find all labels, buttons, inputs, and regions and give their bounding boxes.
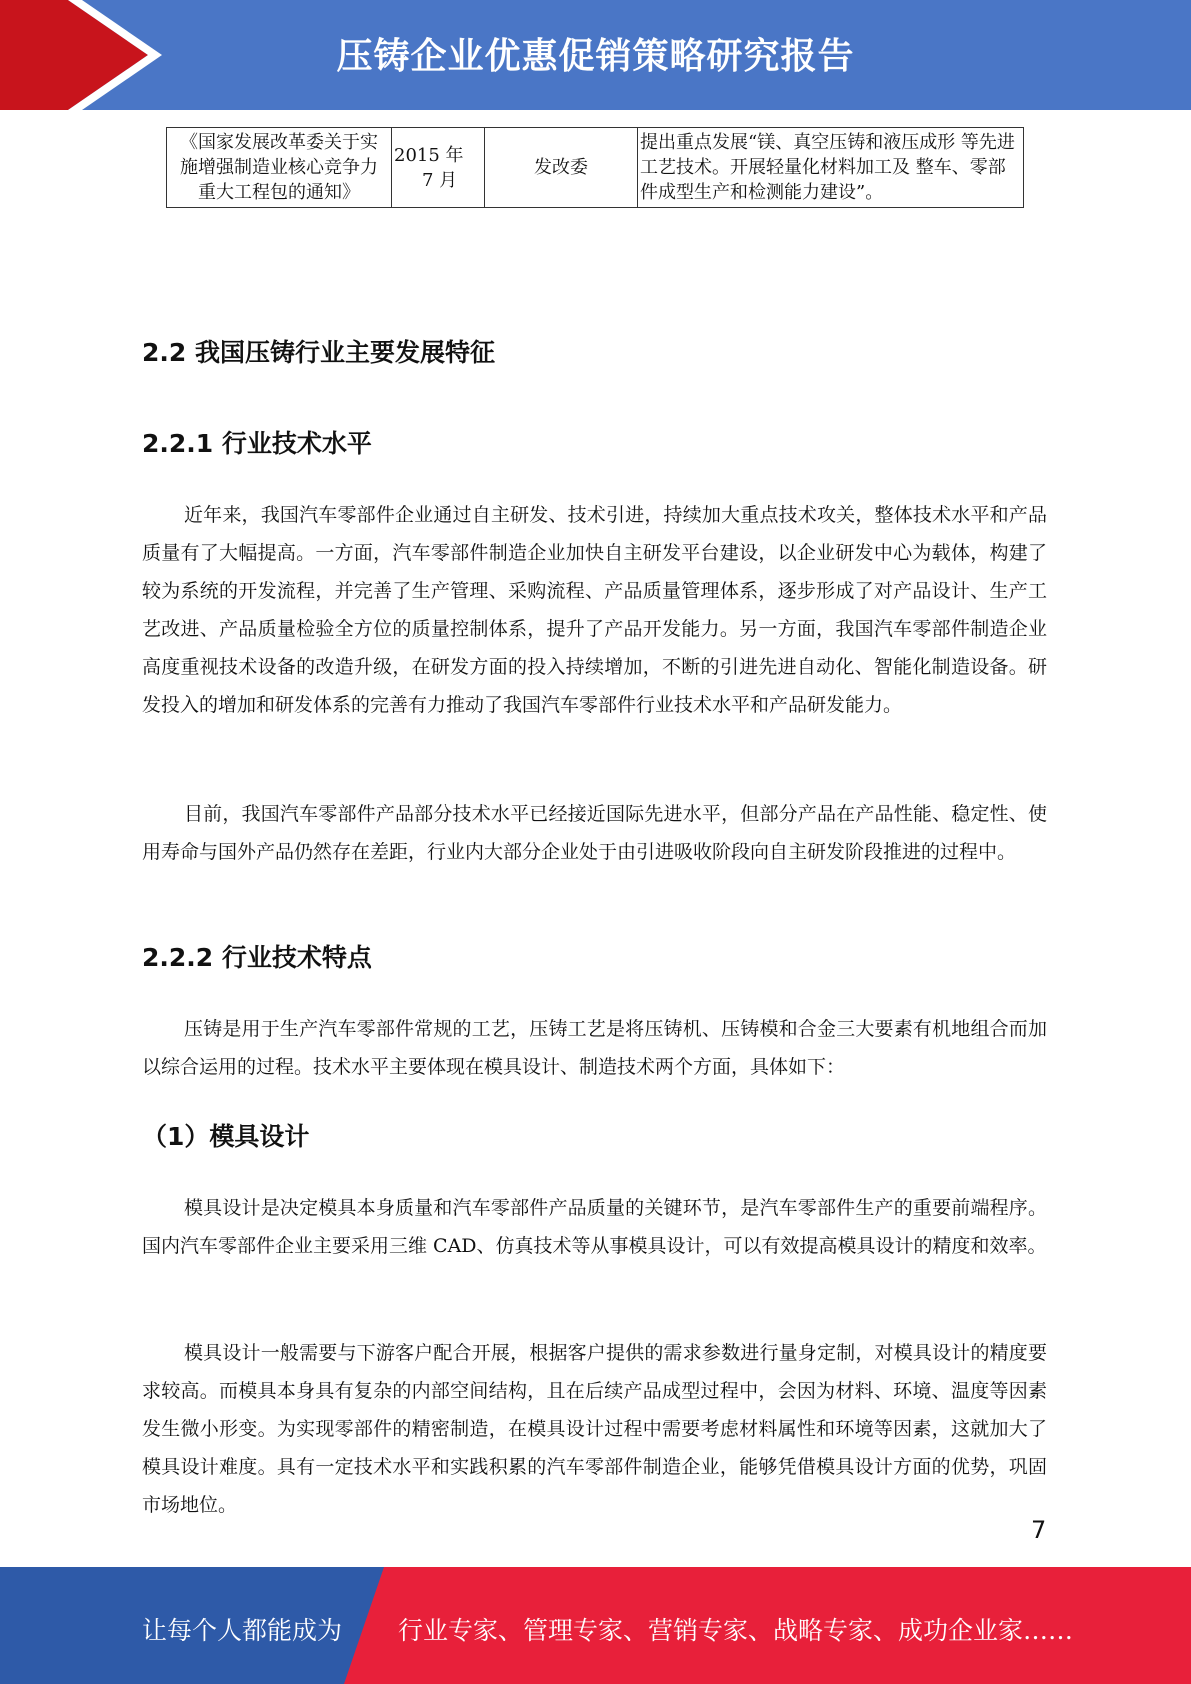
page-header (0, 0, 1191, 110)
footer-slogan-left: 让每个人都能成为 (142, 1616, 343, 1645)
policy-date-cell (392, 128, 485, 208)
paragraph-tech-level: 近年来，我国汽车零部件企业通过自主研发、技术引进，持续加大重点技术攻关，整体技术水平和产品质量有了大幅提高。一方面，汽车零部件制造企业加快自主研发平台建设，以企业研发中心为载体，构建了较为系统的开发流程，并完善了生产管理、采购流程、产品质量管理体系，逐步形成了对产品设计、生产工艺改进、产品质量检验全方位的质量控制体系，提升了产品开发能力。另一方面，我国汽车零部件制造企业高度重视技术设备的改造升级，在研发方面的投入持续增加，不断的引进先进自动化、智能化制造设备。研发投入的增加和研发体系的完善有力推动了我国汽车零部件行业技术水平和产品研发能力。 (142, 504, 1047, 716)
section-heading-2-2: 2.2 我国压铸行业主要发展特征 (142, 338, 495, 367)
policy-content-cell: 提出重点发展“镁、真空压铸和液压成形 等先进工艺技术。开展轻量化材料加工及 整车、零部件成型生产和检测能力建设”。 (638, 128, 1024, 208)
paragraph-die-casting: 压铸是用于生产汽车零部件常规的工艺，压铸工艺是将压铸机、压铸模和合金三大要素有机地组合而加以综合运用的过程。技术水平主要体现在模具设计、制造技术两个方面，具体如下： (142, 1018, 1047, 1078)
policy-date-month: 7 月 (422, 169, 458, 191)
paragraph-mold-design-2: 模具设计一般需要与下游客户配合开展，根据客户提供的需求参数进行量身定制，对模具设计的精度要求较高。而模具本身具有复杂的内部空间结构，且在后续产品成型过程中，会因为材料、环境、温度等因素发生微小形变。为实现零部件的精密制造，在模具设计过程中需要考虑材料属性和环境等因素，这就加大了模具设计难度。具有一定技术水平和实践积累的汽车零部件制造企业，能够凭借模具设计方面的优势，巩固市场地位。 (142, 1342, 1047, 1516)
section-heading-2-2-1: 2.2.1 行业技术水平 (142, 429, 372, 458)
paragraph-current-status: 目前，我国汽车零部件产品部分技术水平已经接近国际先进水平，但部分产品在产品性能、稳定性、使用寿命与国外产品仍然存在差距，行业内大部分企业处于由引进吸收阶段向自主研发阶段推进的过程中。 (142, 803, 1047, 863)
paragraph-mold-design-1: 模具设计是决定模具本身质量和汽车零部件产品质量的关键环节，是汽车零部件生产的重要前端程序。国内汽车零部件企业主要采用三维 CAD、仿真技术等从事模具设计，可以有效提高模具设计的精度和效率。 (142, 1197, 1047, 1257)
policy-date-year: 2015 年 (394, 144, 464, 166)
policy-name-cell: 《国家发展改革委关于实施增强制造业核心竞争力重大工程包的通知》 (167, 128, 392, 208)
page-number: 7 (1031, 1516, 1047, 1544)
section-heading-2-2-2: 2.2.2 行业技术特点 (142, 943, 372, 972)
page-footer (0, 1567, 1191, 1684)
subheading-mold-design: （1）模具设计 (142, 1122, 310, 1151)
policy-agency-cell: 发改委 (485, 128, 638, 208)
table-row (167, 128, 1024, 208)
document-title: 压铸企业优惠促销策略研究报告 (336, 36, 855, 77)
footer-slogan-right: 行业专家、管理专家、营销专家、战略专家、成功企业家…… (398, 1616, 1074, 1645)
policy-table (166, 127, 1024, 208)
